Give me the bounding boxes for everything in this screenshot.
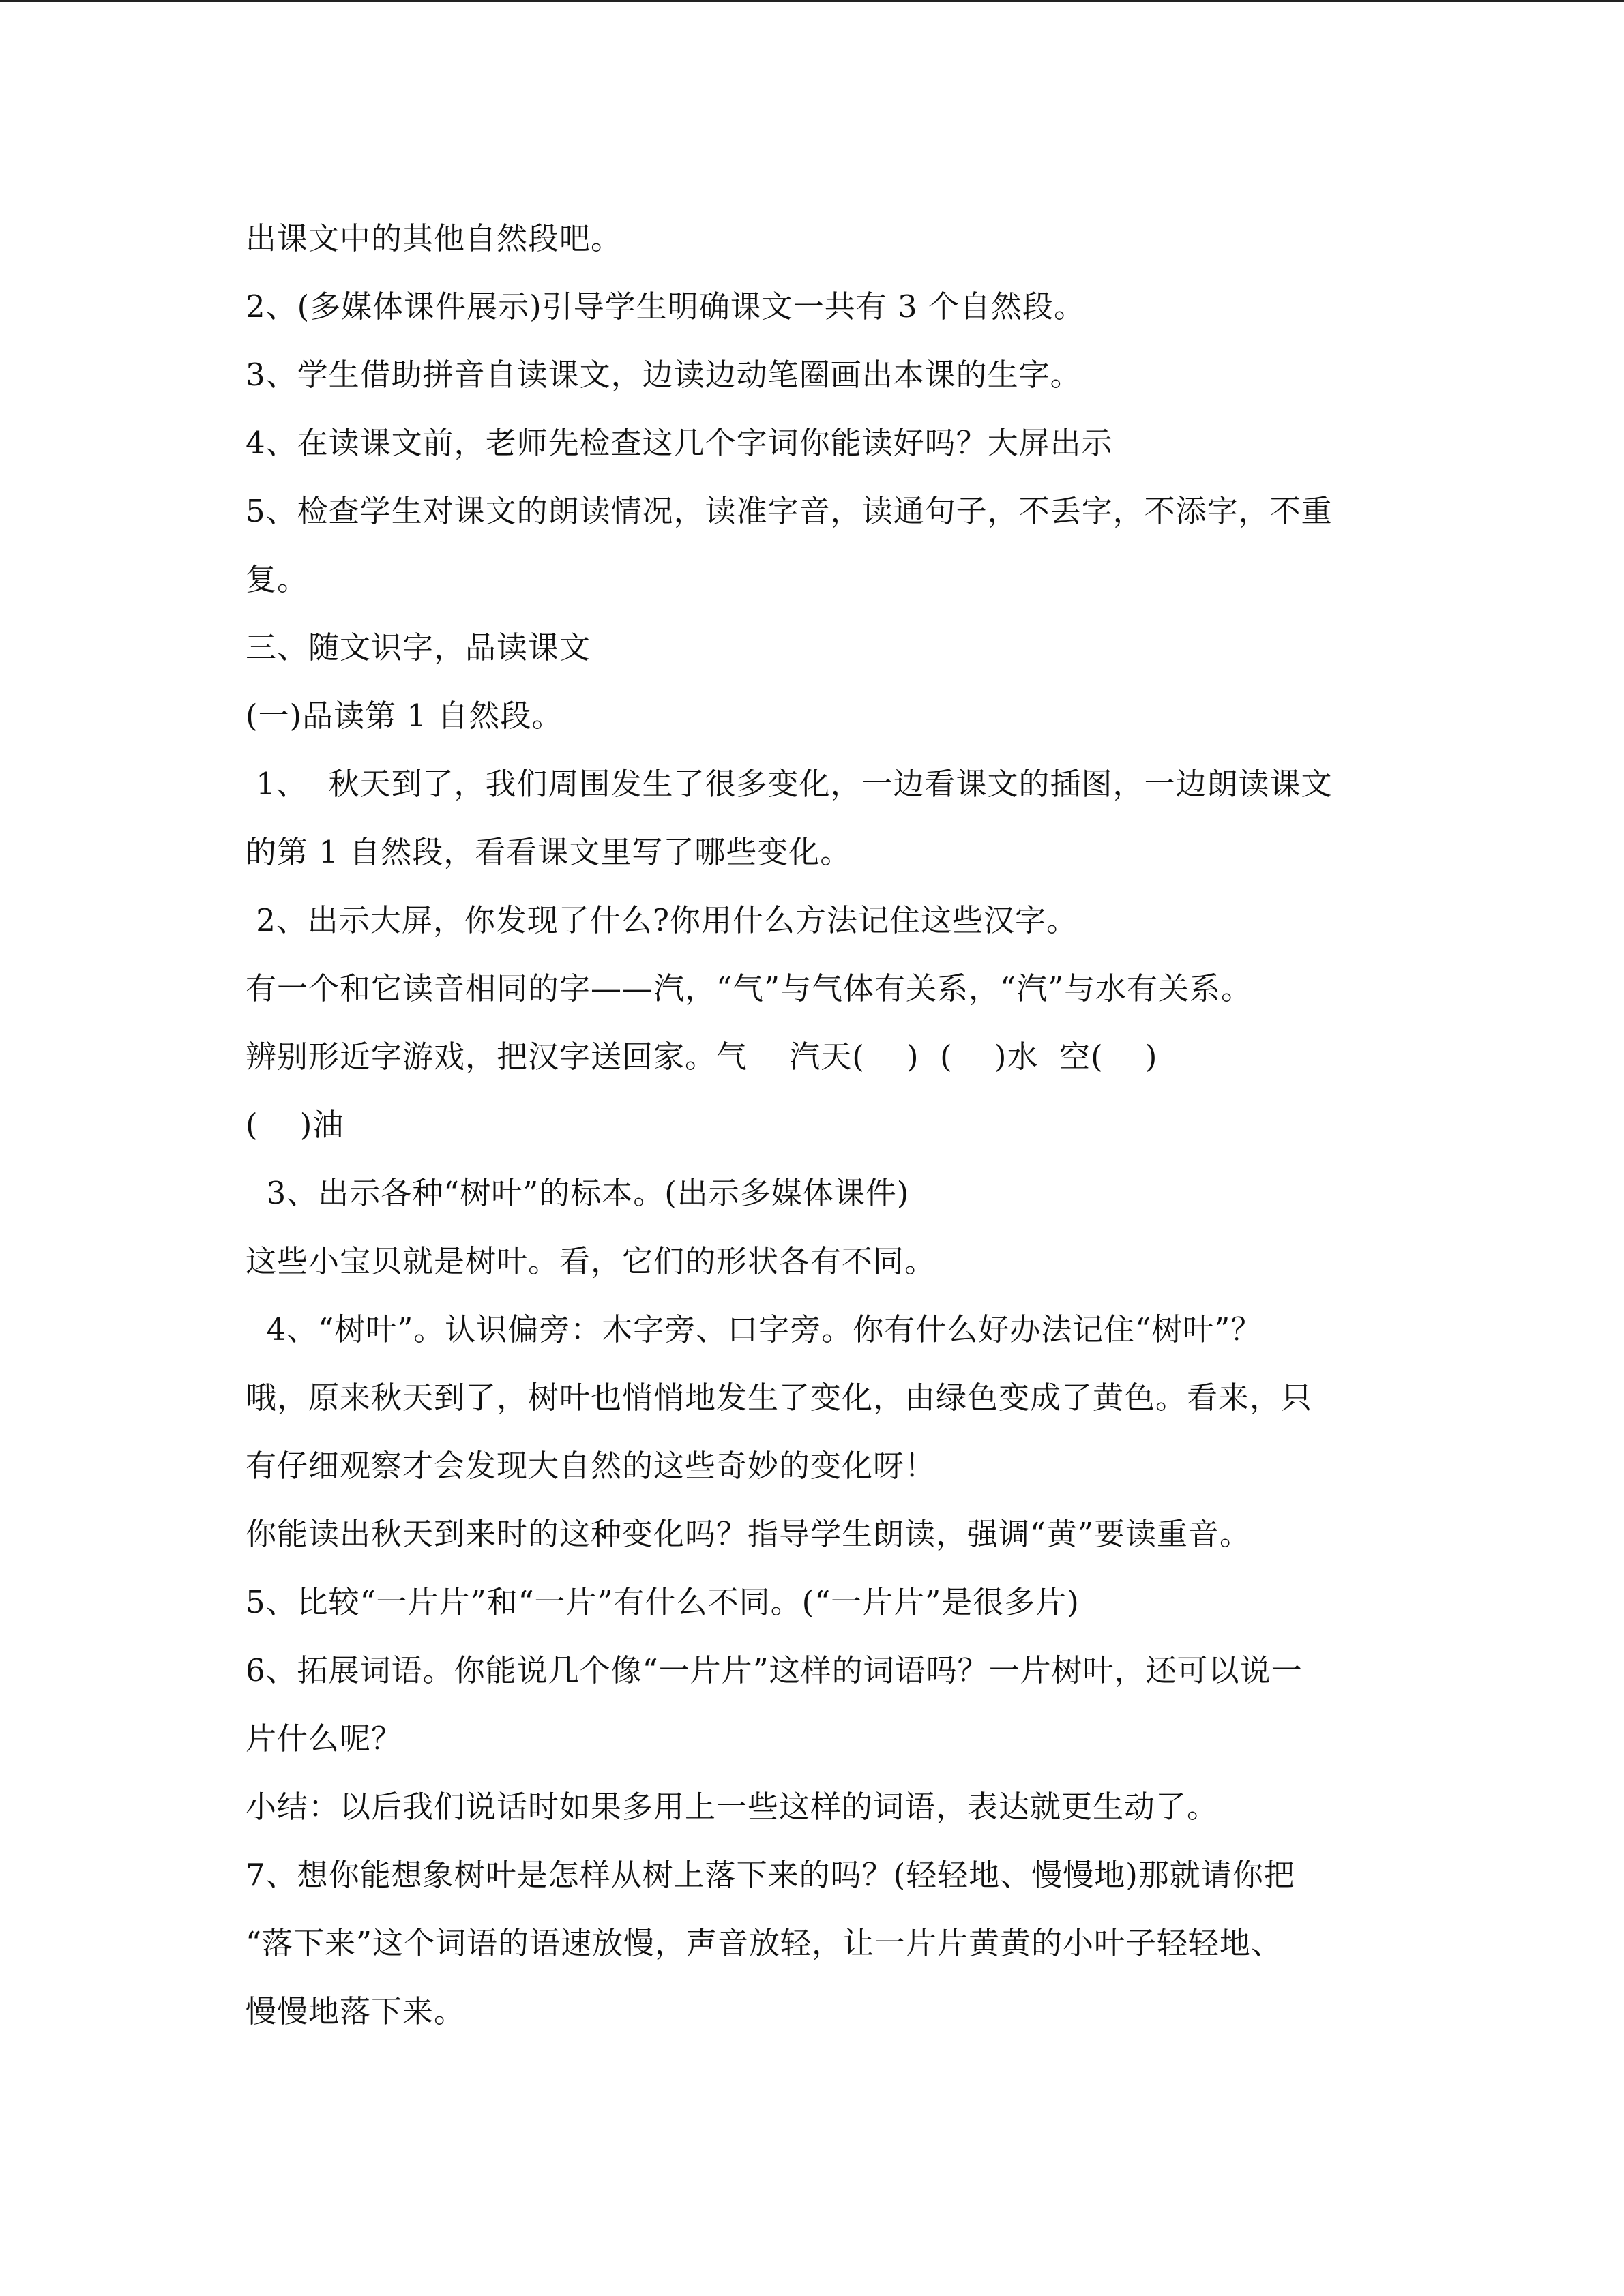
text-line: 出课文中的其他自然段吧。 xyxy=(246,220,623,256)
text-line: 7、想你能想象树叶是怎样从树上落下来的吗？(轻轻地、慢慢地)那就请你把 xyxy=(246,1857,1295,1893)
section-heading: 三、随文识字，品读课文 xyxy=(246,629,591,666)
text-line: 慢慢地落下来。 xyxy=(246,1993,466,2029)
text-line: 这些小宝贝就是树叶。看，它们的形状各有不同。 xyxy=(246,1243,936,1279)
text-line: 有仔细观察才会发现大自然的这些奇妙的变化呀！ xyxy=(246,1448,936,1484)
text-line: 4、在读课文前，老师先检查这几个字词你能读好吗？大屏出示 xyxy=(246,425,1113,461)
text-line: ( )油 xyxy=(246,1107,344,1143)
text-line: 1、 秋天到了，我们周围发生了很多变化，一边看课文的插图，一边朗读课文 xyxy=(246,766,1333,802)
text-line: 4、“树叶”。认识偏旁：木字旁、口字旁。你有什么好办法记住“树叶”？ xyxy=(246,1311,1263,1347)
text-line: 小结：以后我们说话时如果多用上一些这样的词语，表达就更生动了。 xyxy=(246,1789,1219,1825)
text-line: “落下来”这个词语的语速放慢，声音放轻，让一片片黄黄的小叶子轻轻地、 xyxy=(246,1925,1283,1961)
text-line: 3、学生借助拼音自读课文，边读边动笔圈画出本课的生字。 xyxy=(246,357,1082,393)
text-line: 6、拓展词语。你能说几个像“一片片”这样的词语吗？一片树叶，还可以说一 xyxy=(246,1652,1303,1688)
text-line: 3、出示各种“树叶”的标本。(出示多媒体课件) xyxy=(246,1175,910,1211)
text-line: 5、比较“一片片”和“一片”有什么不同。(“一片片”是很多片) xyxy=(246,1584,1080,1620)
text-line: 的第 1 自然段，看看课文里写了哪些变化。 xyxy=(246,834,852,870)
text-line: 2、出示大屏，你发现了什么?你用什么方法记住这些汉字。 xyxy=(246,902,1078,938)
text-line: 辨别形近字游戏，把汉字送回家。气 汽天( ) ( )水 空( ) xyxy=(246,1039,1158,1075)
subsection-heading: (一)品读第 1 自然段。 xyxy=(246,698,563,734)
text-line: 哦，原来秋天到了，树叶也悄悄地发生了变化，由绿色变成了黄色。看来，只 xyxy=(246,1380,1313,1416)
text-line: 5、检查学生对课文的朗读情况，读准字音，读通句子，不丢字，不添字，不重 xyxy=(246,493,1333,529)
text-line: 2、(多媒体课件展示)引导学生明确课文一共有 3 个自然段。 xyxy=(246,288,1085,325)
text-line: 片什么呢？ xyxy=(246,1720,403,1757)
text-line: 复。 xyxy=(246,561,309,597)
text-line: 你能读出秋天到来时的这种变化吗？指导学生朗读，强调“黄”要读重音。 xyxy=(246,1516,1252,1552)
text-line: 有一个和它读音相同的字——汽，“气”与气体有关系，“汽”与水有关系。 xyxy=(246,970,1253,1007)
